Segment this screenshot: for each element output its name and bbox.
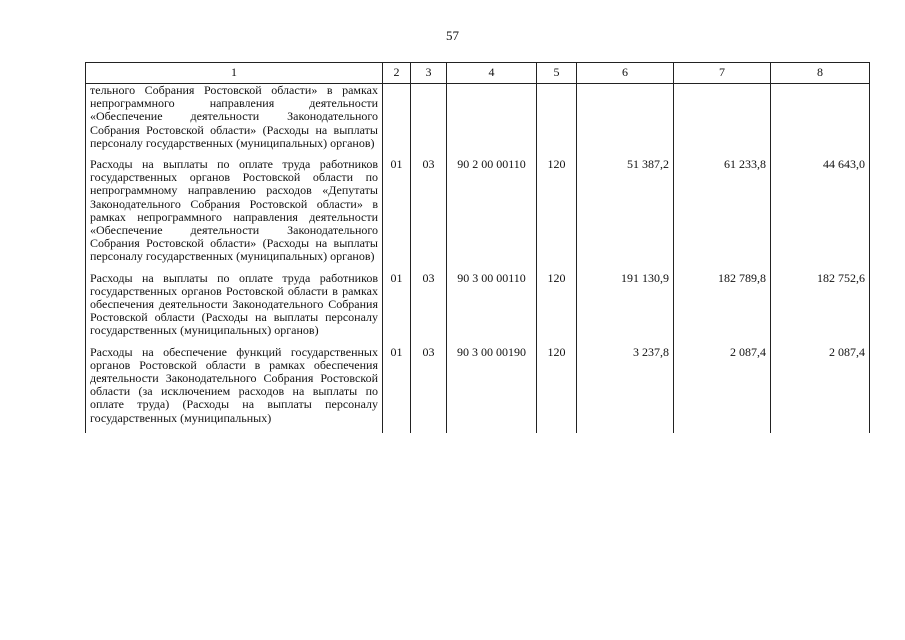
table-header-row — [86, 63, 870, 84]
cell-subsection — [411, 84, 447, 159]
row-description: Расходы на выплаты по оплате труда работников государственных органов Ростовской области в рамках обеспечения деятельности Законодательного Собрания Ростовской области (Расходы на выплаты персоналу государственных (муниципальных) органов) — [86, 272, 383, 346]
cell-amount-7: 2 087,4 — [674, 346, 771, 433]
column-header-4: 4 — [447, 63, 537, 84]
table-row — [86, 272, 870, 346]
cell-expense-type: 120 — [537, 346, 577, 433]
cell-amount-6: 3 237,8 — [577, 346, 674, 433]
cell-amount-7: 61 233,8 — [674, 158, 771, 272]
table-row — [86, 158, 870, 272]
cell-expense-type: 120 — [537, 272, 577, 346]
cell-expense-type — [537, 84, 577, 159]
cell-amount-6: 191 130,9 — [577, 272, 674, 346]
cell-target-code — [447, 84, 537, 159]
cell-amount-8: 44 643,0 — [771, 158, 870, 272]
cell-target-code: 90 3 00 00190 — [447, 346, 537, 433]
column-header-6: 6 — [577, 63, 674, 84]
cell-target-code: 90 3 00 00110 — [447, 272, 537, 346]
cell-section: 01 — [383, 272, 411, 346]
column-header-7: 7 — [674, 63, 771, 84]
cell-subsection: 03 — [411, 272, 447, 346]
table-row — [86, 346, 870, 433]
cell-section — [383, 84, 411, 159]
column-header-1: 1 — [86, 63, 383, 84]
cell-section: 01 — [383, 158, 411, 272]
cell-amount-6: 51 387,2 — [577, 158, 674, 272]
cell-target-code: 90 2 00 00110 — [447, 158, 537, 272]
column-header-2: 2 — [383, 63, 411, 84]
cell-amount-8: 182 752,6 — [771, 272, 870, 346]
column-header-8: 8 — [771, 63, 870, 84]
cell-subsection: 03 — [411, 158, 447, 272]
cell-amount-8 — [771, 84, 870, 159]
cell-amount-7: 182 789,8 — [674, 272, 771, 346]
cell-section: 01 — [383, 346, 411, 433]
budget-table — [85, 62, 870, 433]
row-description: тельного Собрания Ростовской области» в рамках непрограммного направления деятельности «Обеспечение деятельности Законодательного Собрания Ростовской области» (Расходы на выплаты персоналу государственных (муниципальных) органов) — [86, 84, 383, 159]
cell-expense-type: 120 — [537, 158, 577, 272]
cell-amount-8: 2 087,4 — [771, 346, 870, 433]
row-description: Расходы на обеспечение функций государственных органов Ростовской области в рамках обеспечения деятельности Законодательного Собрания Ростовской области (за исключением расходов на выплаты по оплате труда) (Расходы на выплаты персоналу государственных (муниципальных) — [86, 346, 383, 433]
page-number: 57 — [446, 28, 459, 43]
column-header-5: 5 — [537, 63, 577, 84]
cell-subsection: 03 — [411, 346, 447, 433]
cell-amount-6 — [577, 84, 674, 159]
table-row — [86, 84, 870, 159]
row-description: Расходы на выплаты по оплате труда работников государственных органов Ростовской области по непрограммному направлению расходов «Депутаты Законодательного Собрания Ростовской области» в рамках непрограммного направления деятельности «Обеспечение деятельности Законодательного Собрания Ростовской области» (Расходы на выплаты персоналу государственных (муниципальных) органов) — [86, 158, 383, 272]
cell-amount-7 — [674, 84, 771, 159]
column-header-3: 3 — [411, 63, 447, 84]
